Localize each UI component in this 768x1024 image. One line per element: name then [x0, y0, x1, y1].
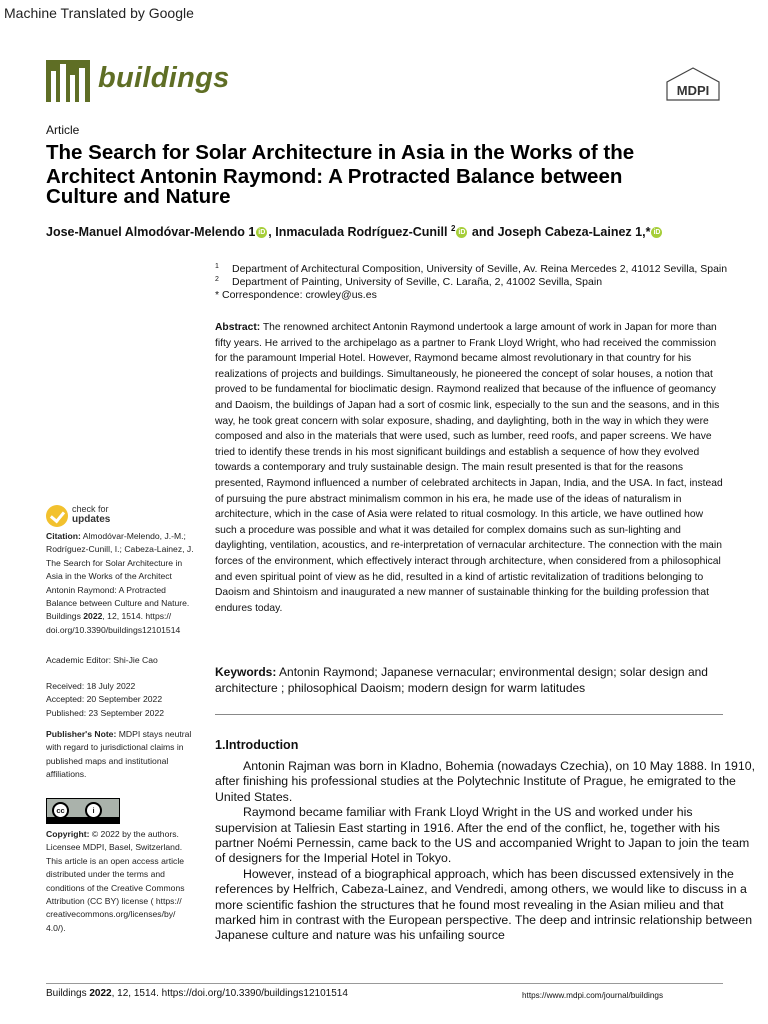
checkmark-icon — [46, 505, 68, 527]
check-updates-line1: check for — [72, 504, 109, 514]
journal-logo[interactable] — [46, 60, 246, 104]
publisher-note — [46, 728, 196, 782]
title-line: Culture and Nature — [46, 185, 231, 208]
citation-block — [46, 530, 196, 637]
footer-journal-url[interactable]: https://www.mdpi.com/journal/buildings — [522, 991, 664, 1000]
abstract-text: The renowned architect Antonin Raymond undertook a large amount of work in Japan for more than fifty years. He arrived to the archipelago as a partner to Frank Lloyd Wright, who had received the commission for the paramount Imperial Hotel. However, Raymond became almost revolutionary in that country for his realizations of projects and buildings. Simultaneously, he pioneered the concept of solar houses, a notion that proved to be fundamental for bioclimatic design. Raymond realized that because of the influence of geomancy and Daoism, the buildings of Japan had a sort of cosmic link, especially to the sun and the seasons, and in this way, he took great concern with solar exposure, shading, and daylighting, both in the way in which they were composed and also in the materials that were used, such as lumber, reed roofs, and paper screens. We have tried to identify these trends in his most significant buildings and establish a sequence of how they evolved towards a contemporary and truly sustainable design. The main result presented is that for the reasons presented, Raymond influenced a number of celebrated architects in Japan, India, and the USA. In fact, instead of pursuing the pure abstract minimalism common in his era, he made use of the ideas of naturalism in architecture, which in the case of Asia were related to ritual cosmology. In this article, we have outlined how such a procedure was possible and what it was detailed for complex domains such as sun-lighting and daylighting, ventilation, acoustics, and re-interpretation of vernacular architecture. The connection with the main forces of the environment, which effectively interact through architecture, when considered from a philosophical and even spiritual point of view as he did, resulted in a kind of artistic revitalization of traditions belonging to Daoism and Shintoism and inaugurated a new manner of sustainable thinking for the building profession that endures today. — [215, 322, 723, 614]
affiliation-item — [215, 263, 745, 276]
title-line: Architect Antonin Raymond: A Protracted Balance between — [46, 165, 623, 188]
publisher-note-text: MDPI stays neutral with regard to jurisdictional claims in published maps and institutional affiliations. — [46, 729, 192, 780]
title-line: The Search for Solar Architecture in Asia in the Works of the — [46, 141, 635, 164]
affiliation-number: 2 — [215, 276, 219, 283]
cc-icon: cc — [52, 802, 69, 819]
footer-doi: , 12, 1514. https://doi.org/10.3390/buildings12101514 — [111, 988, 348, 999]
footer-citation[interactable] — [46, 988, 348, 999]
published-date: Published: 23 September 2022 — [46, 707, 165, 718]
abstract — [215, 320, 723, 616]
section-divider — [215, 714, 723, 715]
citation-text: Almodóvar-Melendo, J.-M.; Rodríguez-Cunill, I.; Cabeza-Lainez, J. The Search for Solar Architecture in Asia in the Works of the Architect Antonin Raymond: A Protracted Balance between Culture and Nature. — [46, 531, 194, 609]
publisher-note-label: Publisher's Note: — [46, 729, 117, 739]
publisher-name: MDPI — [676, 83, 710, 98]
affiliation-text: Department of Architectural Composition, University of Seville, Av. Reina Mercedes 2, 41012 Sevilla, Spain — [232, 263, 728, 275]
check-for-updates-badge[interactable] — [46, 504, 166, 528]
author-affiliation-marker: 2 — [450, 224, 456, 233]
footer-year: 2022 — [89, 988, 112, 999]
correspondence[interactable]: * Correspondence: crowley@us.es — [215, 289, 377, 301]
orcid-icon[interactable]: iD — [653, 229, 661, 237]
dates-block — [46, 680, 196, 720]
keywords-label: Keywords: — [215, 665, 277, 679]
author-name[interactable]: , Inmaculada Rodríguez-Cunill — [268, 225, 448, 240]
footer-divider — [46, 983, 723, 984]
section-heading: 1.Introduction — [215, 738, 299, 752]
affiliation-text: Department of Painting, University of Seville, C. Laraña, 2, 41002 Sevilla, Spain — [232, 276, 603, 288]
cc-strip — [47, 817, 119, 823]
citation-label: Citation: — [46, 531, 81, 541]
check-updates-line2: updates — [72, 514, 111, 525]
academic-editor: Academic Editor: Shi-Jie Cao — [46, 655, 158, 665]
citation-journal: Buildings — [46, 611, 84, 622]
paragraph: However, instead of a biographical approach, which has been discussed extensively in the references by Helfrich, Cabeza-Lainez, and Vendredi, among others, we would like to discuss in a more scientific fashion the structures that he found most revealing in the Asian milieu and that marked him in contrast with the European perspective. The deep and intrinsic relationship between Japanese culture and nature was his unfailing source — [215, 866, 753, 943]
accepted-date: Accepted: 20 September 2022 — [46, 694, 163, 705]
journal-name: buildings — [98, 62, 230, 94]
keywords — [215, 664, 723, 696]
buildings-logo-icon — [46, 60, 90, 102]
by-icon: i — [85, 802, 102, 819]
copyright-label: Copyright: — [46, 829, 90, 839]
author-name[interactable]: Jose-Manuel Almodóvar-Melendo 1 — [46, 225, 256, 240]
cc-by-license-icon[interactable] — [46, 798, 120, 824]
author-list — [46, 224, 746, 239]
paper-title — [46, 141, 726, 209]
orcid-icon[interactable]: iD — [458, 229, 466, 237]
paragraph: Raymond became familiar with Frank Lloyd Wright in the US and worked under his supervision at Taliesin East starting in 1916. After the end of the conflict, he, together with his partner Noémi Pernessin, came back to the US and accompanied Wright to Japan to join the team of designers for the Imperial Hotel in Tokyo. — [215, 805, 750, 866]
affiliation-number: 1 — [215, 263, 219, 270]
machine-translation-banner: Machine Translated by Google — [4, 5, 194, 21]
orcid-icon[interactable]: iD — [258, 229, 266, 237]
citation-doi[interactable]: , 12, 1514. https:// doi.org/10.3390/buildings12101514 — [46, 611, 181, 635]
article-type: Article — [46, 123, 80, 137]
copyright-text[interactable]: © 2022 by the authors. Licensee MDPI, Basel, Switzerland. This article is an open access article distributed under the terms and conditions of the Creative Commons Attribution (CC BY) license ( https:// creativecommons.org/licenses/by/ 4.0/). — [46, 829, 185, 933]
copyright-block — [46, 828, 196, 935]
affiliation-item — [215, 276, 745, 289]
footer-journal: Buildings — [46, 988, 90, 999]
body-text — [215, 759, 755, 944]
mdpi-logo-icon[interactable] — [664, 66, 722, 102]
received-date: Received: 18 July 2022 — [46, 681, 136, 691]
affiliations — [215, 263, 745, 302]
keywords-text: Antonin Raymond; Japanese vernacular; environmental design; solar design and architecture ; philosophical Daoism; modern design for warm latitudes — [215, 665, 708, 695]
abstract-label: Abstract: — [215, 322, 261, 333]
citation-year: 2022 — [83, 611, 103, 622]
author-name[interactable]: and Joseph Cabeza-Lainez 1,* — [471, 225, 651, 240]
paragraph: Antonin Rajman was born in Kladno, Bohemia (nowadays Czechia), on 10 May 1888. In 1910, after finishing his professional studies at the Polytechnic Institute of Prague, he emigrated to the United States. — [215, 759, 755, 804]
